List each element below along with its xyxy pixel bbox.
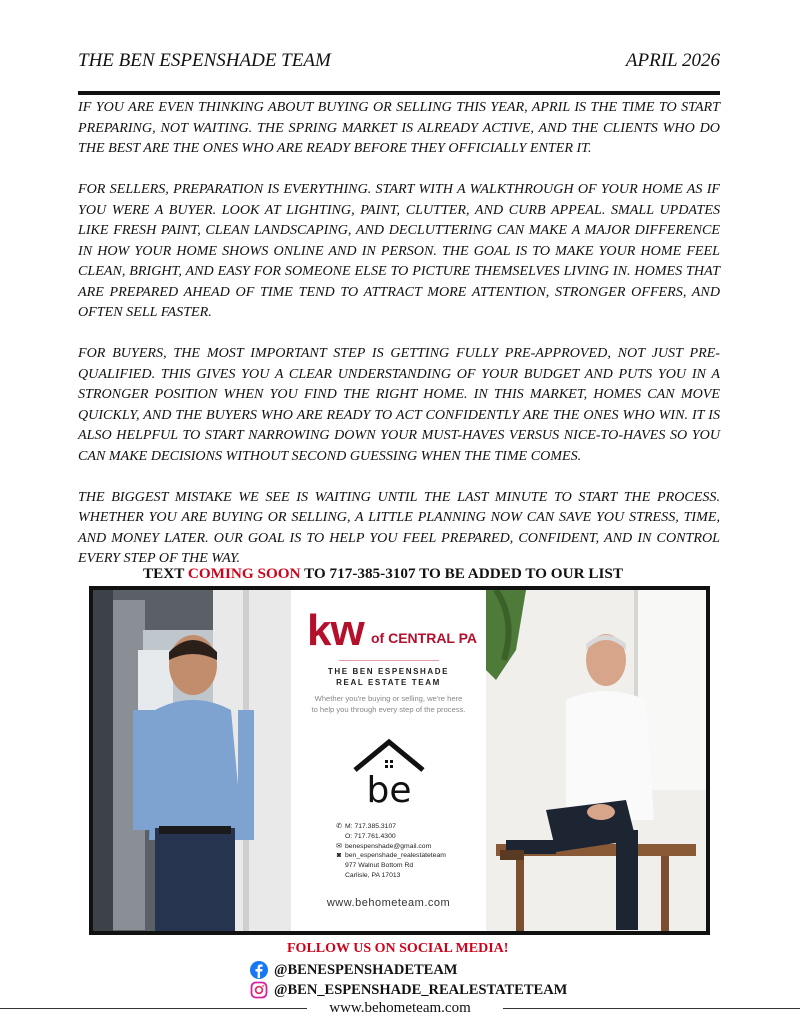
paragraph-sellers: FOR SELLERS, PREPARATION IS EVERYTHING. START WITH A WALKTHROUGH OF YOUR HOME AS IF YOU WERE A BUYER. LOOK AT LIGHTING, PAINT, CLUTTER, AND CURB APPEAL. SMALL UPDATES LIKE FRESH PAINT, CLEAN LANDSCAPING, AND DECLUTTERING CAN MAKE A MAJOR DIFFERENCE IN HOW YOUR HOME SHOWS ONLINE AND IN PERSON. THE GOAL IS TO MAKE YOUR HOME FEEL CLEAN, BRIGHT, AND EASY FOR SOMEONE ELSE TO PICTURE THEMSELVES LIVING IN. HOMES THAT ARE PREPARED AHEAD OF TIME TEND TO ATTRACT MORE ATTENTION, STRONGER OFFERS, AND OFTEN SELL FASTER.: [78, 181, 720, 320]
page-header: [78, 50, 720, 78]
be-mark-text: be: [366, 770, 412, 806]
instagram-small-icon: ◙: [336, 852, 342, 860]
article-body: [78, 97, 720, 589]
instagram-handle-row[interactable]: [250, 981, 567, 999]
paragraph-mistake: THE BIGGEST MISTAKE WE SEE IS WAITING UNTIL THE LAST MINUTE TO START THE PROCESS. WHETHER YOU ARE BUYING OR SELLING, A LITTLE PLANNING NOW CAN SAVE YOU STRESS, TIME, AND MONEY LATER. OUR GOAL IS TO HELP YOU FEEL PREPARED, CONFIDENT, AND IN CONTROL EVERY STEP OF THE WAY.: [78, 488, 720, 566]
cta-keyword: COMING SOON: [187, 565, 301, 582]
card-address1: 977 Walnut Bottom Rd: [345, 862, 414, 870]
card-team-name: [291, 666, 486, 688]
agent-right-figure: [486, 590, 706, 931]
card-team-line1: THE BEN ESPENSHADE: [327, 667, 450, 676]
kw-logo-subtitle: of CENTRAL PA: [371, 630, 478, 646]
instagram-icon: [250, 981, 268, 999]
team-title: THE BEN ESPENSHADE TEAM: [78, 50, 331, 71]
follow-heading: FOLLOW US ON SOCIAL MEDIA!: [287, 941, 509, 956]
cta-prefix: TEXT: [143, 565, 188, 582]
mail-icon: ✉: [336, 842, 342, 850]
issue-date: APRIL 2026: [625, 50, 720, 71]
card-mobile: M: 717.385.3107: [345, 823, 397, 830]
facebook-icon: [250, 961, 268, 979]
footer-url[interactable]: www.behometeam.com: [329, 1000, 471, 1016]
card-url: www.behometeam.com: [326, 897, 451, 909]
business-card: [291, 590, 486, 931]
header-rule: [78, 91, 720, 95]
paragraph-buyers: FOR BUYERS, THE MOST IMPORTANT STEP IS GETTING FULLY PRE-APPROVED, NOT JUST PRE-QUALIFIED. THIS GIVES YOU A CLEAR UNDERSTANDING OF YOUR BUDGET AND PUTS YOU IN A STRONGER POSITION WHEN YOU FIND THE RIGHT HOME. IN THIS MARKET, HOMES CAN MOVE QUICKLY, AND THE BUYERS WHO ARE READY TO ACT CONFIDENTLY ARE THE ONES WHO WIN. IT IS ALSO HELPFUL TO START NARROWING DOWN YOUR MUST-HAVES VERSUS NICE-TO-HAVES SO YOU CAN MAKE DECISIONS WITHOUT SECOND GUESSING WHEN THE TIME COMES.: [78, 345, 720, 464]
agent-left-figure: [93, 590, 291, 931]
be-house-logo: [349, 736, 429, 806]
card-tagline: Whether you're buying or selling, we're here to help you through every step of the process.: [311, 694, 466, 714]
cta-suffix: TO 717-385-3107 TO BE ADDED TO OUR LIST: [300, 565, 623, 582]
card-divider: [339, 660, 439, 661]
instagram-handle[interactable]: @BEN_ESPENSHADE_REALESTATETEAM: [274, 981, 568, 998]
team-banner: [89, 586, 710, 935]
facebook-handle-row[interactable]: [250, 961, 458, 979]
phone-icon: ✆: [336, 823, 342, 830]
kw-logo: kw: [307, 606, 364, 655]
photo-agent-left: [93, 590, 291, 931]
card-address2: Carlisle, PA 17013: [345, 871, 401, 879]
card-office: O: 717.761.4300: [345, 832, 396, 840]
paragraph-intro: IF YOU ARE EVEN THINKING ABOUT BUYING OR SELLING THIS YEAR, APRIL IS THE TIME TO START PREPARING, NOT WAITING. THE SPRING MARKET IS ALREADY ACTIVE, AND THE CLIENTS WHO DO THE BEST ARE THE ONES WHO ARE READY BEFORE THEY OFFICIALLY ENTER IT.: [78, 99, 720, 156]
card-instagram: ben_espenshade_realestateteam: [345, 852, 446, 860]
facebook-handle[interactable]: @BENESPENSHADETEAM: [274, 961, 458, 978]
card-email: benespenshade@gmail.com: [345, 842, 432, 850]
card-team-line2: REAL ESTATE TEAM: [336, 678, 441, 687]
card-contact-block: [333, 822, 446, 881]
photo-agent-right: [486, 590, 706, 931]
